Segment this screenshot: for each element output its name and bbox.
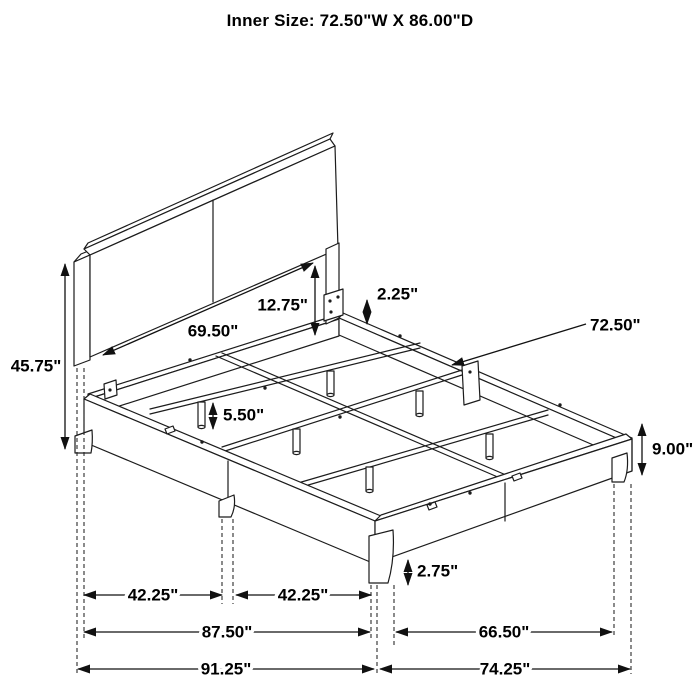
dim-label-panel-to-rail: 12.75" (257, 295, 308, 315)
dim-headboard-height (11, 264, 65, 449)
headboard-left-post (74, 255, 90, 366)
dim-label-support-leg-height: 5.50" (223, 405, 265, 425)
screw-hole (108, 388, 111, 391)
dim-label-foot-rail-span: 66.50" (478, 622, 530, 642)
dim-label-front-leg-span-head: 42.25" (127, 585, 179, 605)
far-side-rail-top (339, 313, 632, 443)
foot-rail-face (375, 439, 632, 563)
dim-side-rail-height (642, 424, 693, 475)
dim-rail-lip (367, 285, 418, 325)
dim-foot-rail-span (396, 623, 612, 642)
dim-support-leg-height (213, 403, 264, 429)
foot-right-leg (612, 453, 628, 482)
dim-label-overall-depth: 91.25" (200, 659, 252, 679)
dim-overall-width (380, 660, 630, 679)
dim-front-leg-span-head (84, 586, 222, 605)
dim-label-corner-leg-height: 2.75" (417, 561, 459, 581)
dim-overall-depth (78, 660, 374, 679)
far-side-rail-face (339, 318, 628, 460)
screw-hole (336, 295, 339, 298)
dim-label-rail-lip: 2.25" (377, 284, 419, 304)
dim-inner-width (452, 316, 641, 366)
dim-label-front-leg-span-foot: 42.25" (277, 585, 329, 605)
dim-label-overall-width: 74.25" (479, 659, 531, 679)
screw-hole (328, 299, 331, 302)
screw-hole (329, 310, 332, 313)
foot-leg (369, 530, 393, 583)
dim-label-side-rail-height: 9.00" (652, 439, 694, 459)
dim-label-headboard-width: 69.50" (187, 321, 239, 341)
diagram-title: Inner Size: 72.50"W X 86.00"D (226, 11, 474, 30)
dim-corner-leg-height (408, 560, 458, 585)
dim-label-base-depth: 87.50" (201, 622, 253, 642)
headboard-bracket (324, 289, 343, 321)
dim-front-leg-span-foot (236, 586, 371, 605)
screw-hole (468, 370, 471, 373)
dim-label-inner-width: 72.50" (590, 315, 641, 335)
center-bracket (462, 361, 480, 405)
dim-label-headboard-height: 45.75" (10, 356, 62, 376)
dim-base-depth (84, 623, 370, 642)
